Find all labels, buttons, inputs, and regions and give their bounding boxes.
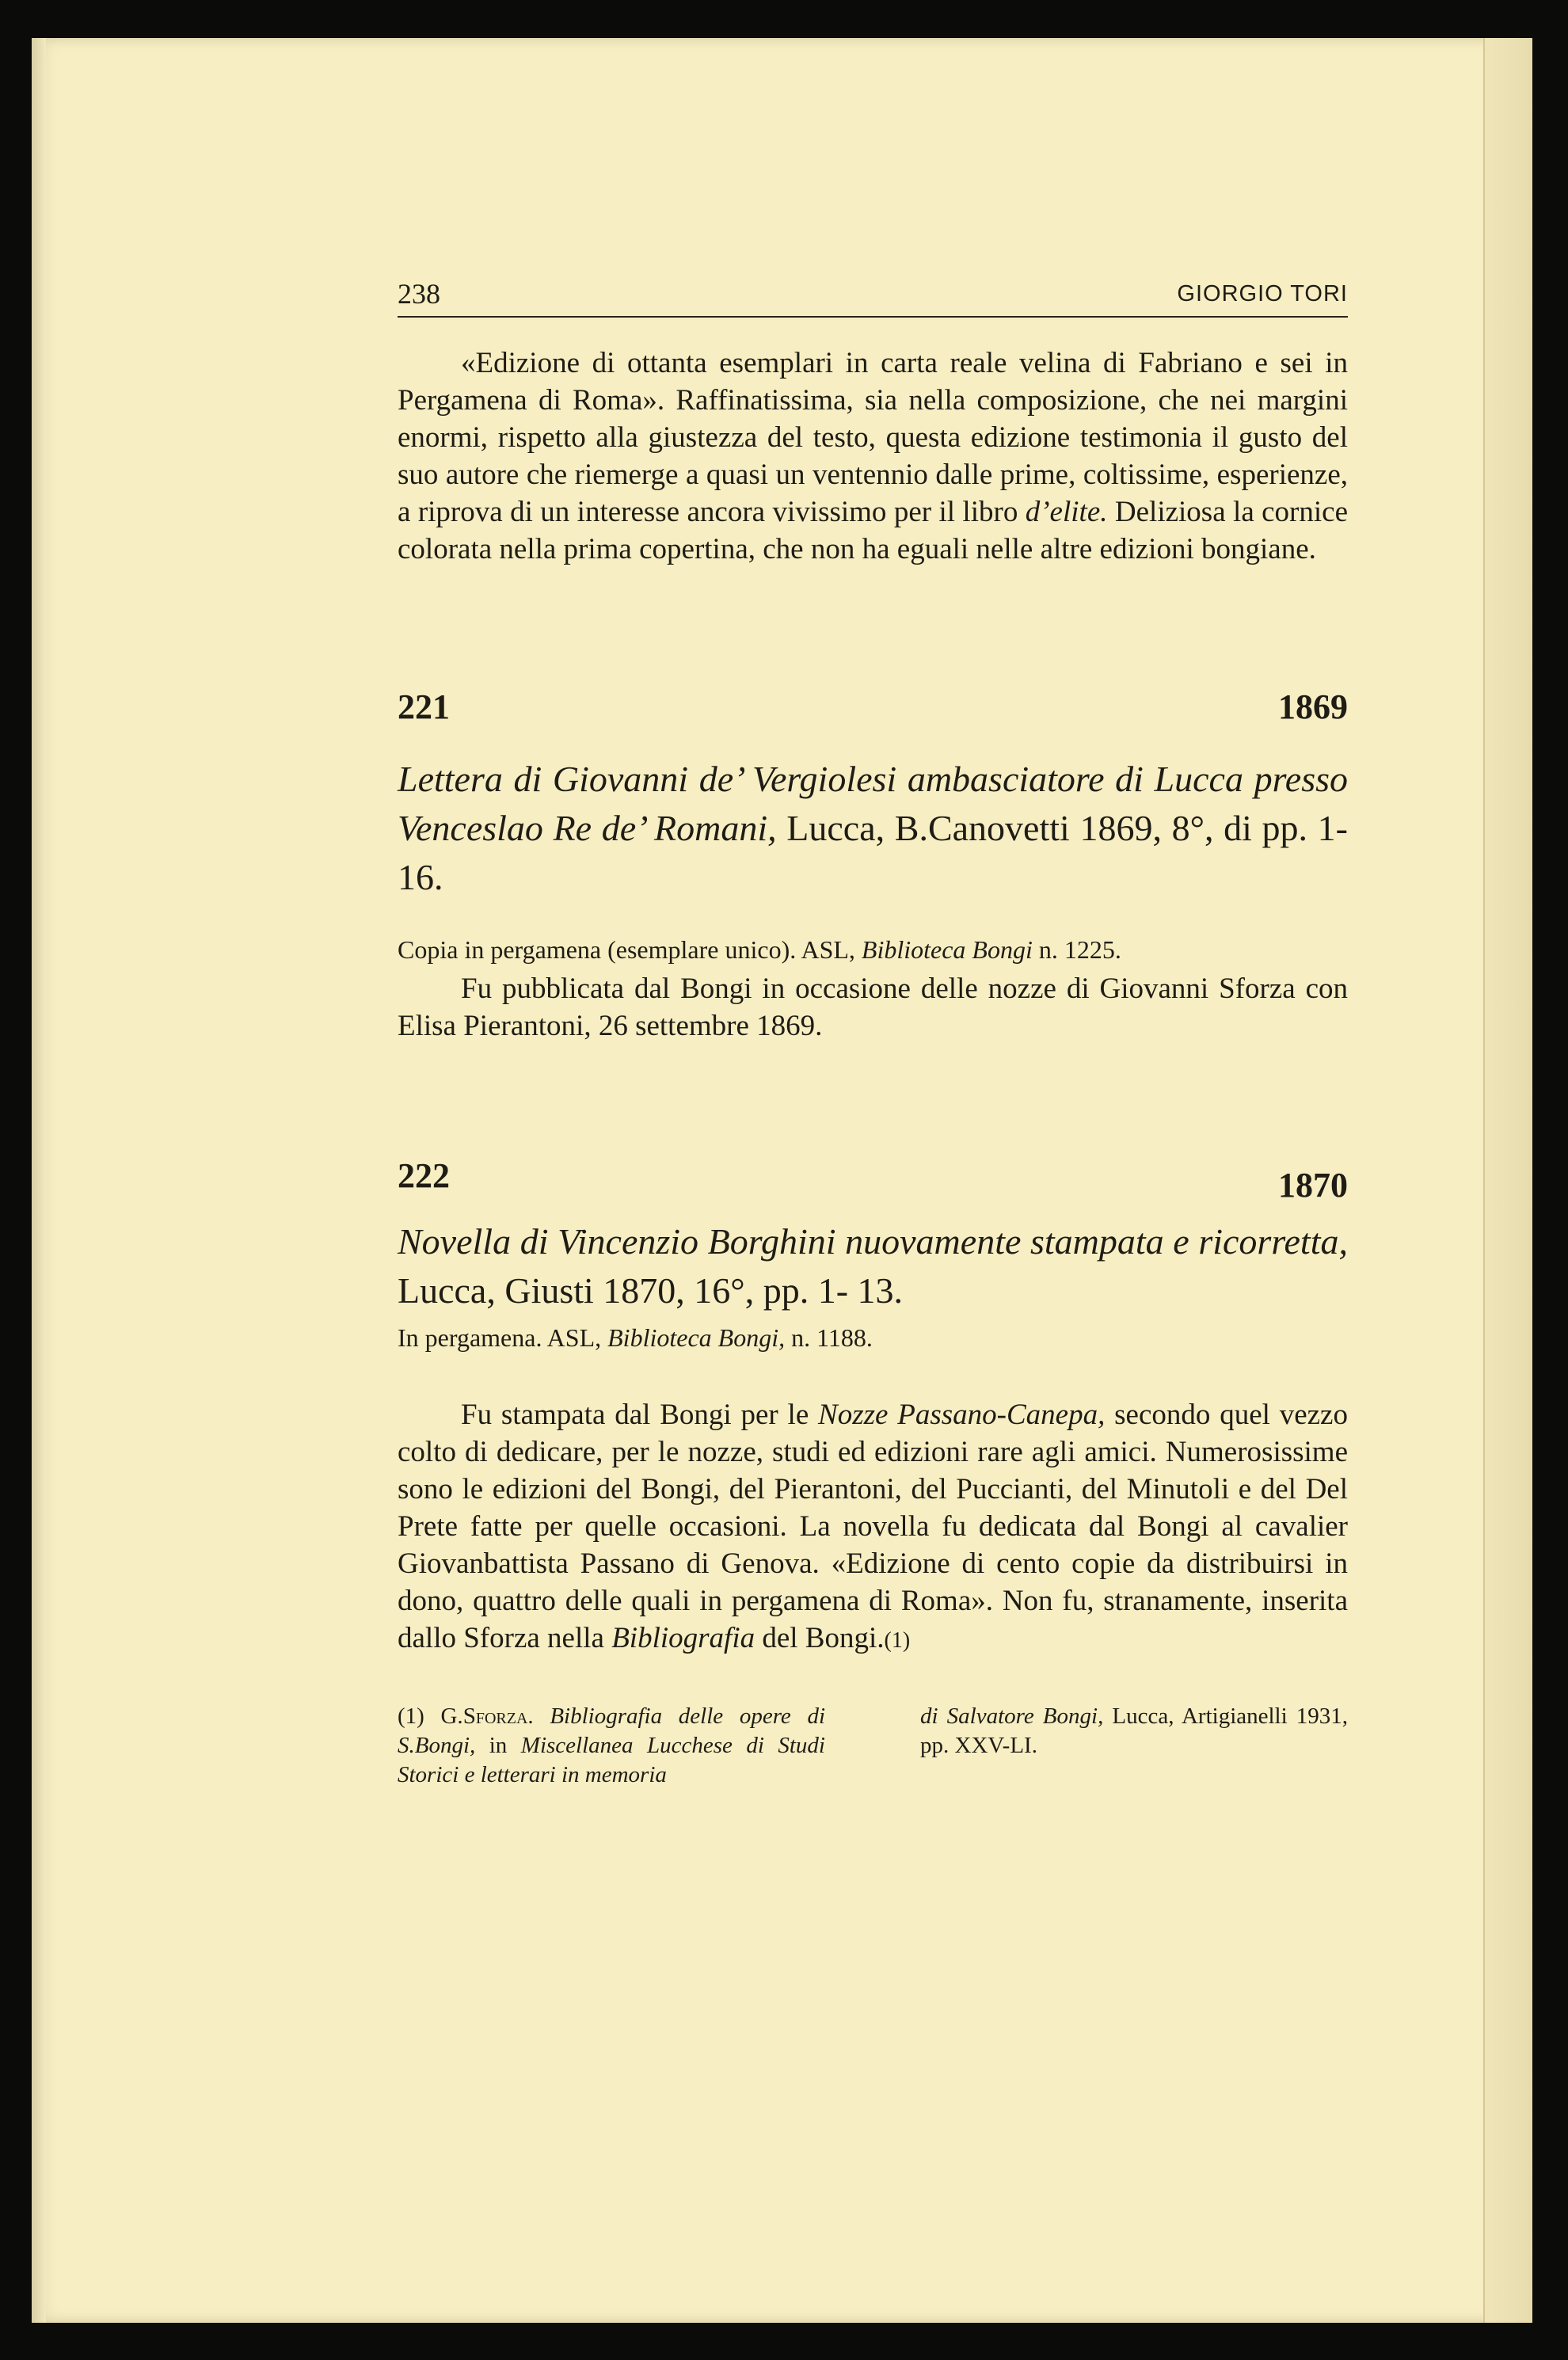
footnote-block xyxy=(398,1702,1348,1790)
entry-221-note-italic: Biblioteca Bongi xyxy=(861,935,1033,964)
entry-221-note-pre: Copia in pergamena (esemplare unico). ASL, xyxy=(398,935,862,964)
footnote-right-column xyxy=(920,1702,1348,1790)
entry-222-note-post: n. 1188. xyxy=(785,1323,873,1352)
footnote-right-italic: di Salvatore Bongi, xyxy=(920,1703,1104,1729)
entry-221 xyxy=(398,687,1348,1045)
entry-222-text-1: Fu stampata dal Bongi per le xyxy=(461,1399,819,1431)
entry-222-text-2: secondo quel vezzo colto di dedicare, per le nozze, studi ed edizioni rare agli amici. Numerosissime sono le edizioni del Bongi, del Pierantoni, del Puccianti, del Minutoli e del Del Prete fatte per quelle occasioni. La novella fu dedicata dal Bongi al cavalier Giovanbattista Passano di Genova. «Edizione di cento copie da distribuirsi in dono, quattro delle quali in pergamena di Roma». Non fu, stranamente, inserita dallo Sforza nella xyxy=(398,1399,1348,1654)
entry-221-number: 221 xyxy=(398,687,450,726)
footnote-marker: (1) G. xyxy=(398,1703,463,1729)
entry-222-title xyxy=(398,1217,1348,1315)
footnote-reference: (1) xyxy=(884,1628,911,1653)
footnote-sep: . xyxy=(527,1703,550,1729)
page-number: 238 xyxy=(398,278,440,310)
footnote-italic-2: Miscellanea Lucchese di Studi Storici e letterari in memoria xyxy=(398,1733,825,1787)
intro-italic: d’elite. xyxy=(1025,496,1108,528)
page-gutter-shadow xyxy=(32,38,46,2323)
entry-221-title-italic: Lettera di Giovanni de’ Vergiolesi ambasciatore di Lucca presso Venceslao Re de’ Romani, xyxy=(398,759,1348,848)
entry-222-paragraph xyxy=(398,1396,1348,1659)
running-head-author: GIORGIO TORI xyxy=(1177,281,1348,306)
page-content xyxy=(398,276,1348,1790)
entry-222-note-italic: Biblioteca Bongi, xyxy=(607,1323,786,1352)
entry-222-copy-note xyxy=(398,1320,1348,1355)
intro-text-1: «Edizione di ottanta esemplari in carta reale velina di Fabriano e sei in Pergamena di Roma». Raffinatissima, sia nella composizione, che nei margini enormi, rispetto alla giustezza del testo, questa edizione testimonia il gusto del suo autore che riemerge a quasi un ventennio dalle prime, coltissime, esperienze, a riprova di un interesse ancora vivissimo per il libro xyxy=(398,347,1348,528)
intro-text-2: Deliziosa la cornice colorata nella prima copertina, che non ha eguali nelle altre edizioni bongiane. xyxy=(398,496,1349,565)
entry-221-year: 1869 xyxy=(1278,687,1348,726)
entry-221-title xyxy=(398,755,1348,902)
footnote-in: in xyxy=(475,1733,521,1758)
footnote-right-text: Lucca, Artigianelli 1931, pp. XXV-LI. xyxy=(920,1703,1348,1758)
entry-222-text-3: del Bongi. xyxy=(755,1622,885,1654)
entry-222-italic-1: Nozze Passano-Canepa, xyxy=(818,1399,1106,1431)
page-edge-right xyxy=(1483,38,1532,2323)
footnote-italic-1: Bibliografia delle opere di S.Bongi, xyxy=(398,1703,826,1758)
running-head xyxy=(398,276,1348,318)
entry-222-year: 1870 xyxy=(1278,1166,1348,1205)
footnote-author: Sforza xyxy=(462,1703,528,1729)
entry-222-italic-2: Bibliografia xyxy=(611,1622,755,1654)
entry-222-header xyxy=(398,1155,1348,1206)
entry-221-title-rest: Lucca, B.Canovetti 1869, 8°, di pp. 1-16. xyxy=(398,808,1349,897)
book-page xyxy=(32,38,1532,2323)
entry-221-note-post: n. 1225. xyxy=(1032,935,1121,964)
entry-221-copy-note xyxy=(398,932,1348,967)
entry-221-header xyxy=(398,687,1348,728)
entry-222-title-rest: Lucca, Giusti 1870, 16°, pp. 1- 13. xyxy=(398,1270,904,1311)
entry-222-number: 222 xyxy=(398,1156,450,1195)
entry-222 xyxy=(398,1155,1348,1659)
entry-221-paragraph: Fu pubblicata dal Bongi in occasione delle nozze di Giovanni Sforza con Elisa Pierantoni, 26 settembre 1869. xyxy=(398,973,1348,1042)
entry-222-note-pre: In pergamena. ASL, xyxy=(398,1323,608,1352)
entry-222-title-italic: Novella di Vincenzio Borghini nuovamente stampata e ricorretta, xyxy=(398,1221,1348,1262)
footnote-left-column xyxy=(398,1702,825,1790)
intro-paragraph xyxy=(398,344,1348,568)
